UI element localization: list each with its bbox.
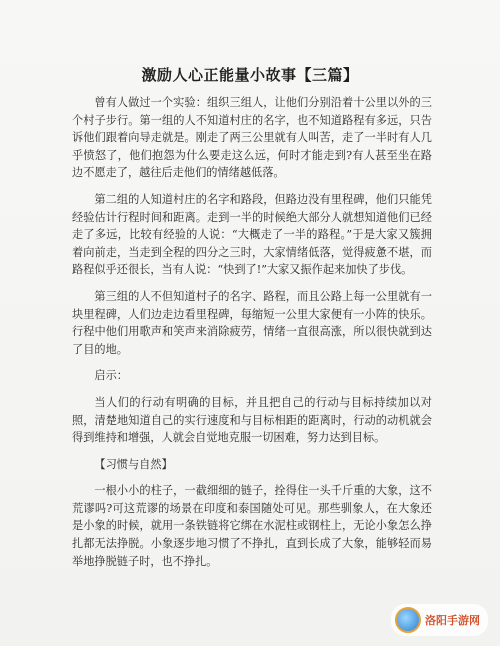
site-watermark bbox=[391, 604, 488, 636]
article-body bbox=[72, 94, 432, 579]
habit-paragraph: 一根小小的柱子，一截细细的链子，拴得住一头千斤重的大象，这不荒谬吗?可这荒谬的场景在印度和泰国随处可见。那些驯象人，在大象还是小象的时候，就用一条铁链将它绑在水泥柱或钢柱上，无论小象怎么挣扎都无法挣脱。小象逐步地习惯了不挣扎，直到长成了大象，能够轻而易举地挣脱链子时，也不挣扎。 bbox=[72, 484, 432, 568]
story-paragraph-2: 第二组的人知道村庄的名字和路段，但路边没有里程碑，他们只能凭经验估计行程时间和距离。走到一半的时候绝大部分人就想知道他们已经走了多远，比较有经验的人说：“大概走了一半的路程。”于是大家又簇拥着向前走，当走到全程的四分之三时，大家情绪低落，觉得疲惫不堪，而路程似乎还很长，当有人说：“快到了!”大家又振作起来加快了步伐。 bbox=[72, 192, 432, 277]
globe-logo-icon bbox=[395, 607, 421, 633]
story-paragraph-1: 曾有人做过一个实验：组织三组人，让他们分别沿着十公里以外的三个村子步行。第一组的人不知道村庄的名字，也不知道路程有多远，只告诉他们跟着向导走就是。刚走了两三公里就有人叫苦，走了一半时有人几乎愤怒了，他们抱怨为什么要走这么远，何时才能走到?有人甚至坐在路边不愿走了，越往后走他们的情绪越低落。 bbox=[72, 96, 432, 180]
story-paragraph-3: 第三组的人不但知道村子的名字、路程，而且公路上每一公里就有一块里程碑，人们边走边看里程碑，每缩短一公里大家便有一小阵的快乐。行程中他们用歌声和笑声来消除疲劳，情绪一直很高涨，所以很快就到达了目的地。 bbox=[72, 289, 432, 356]
section-heading-habit: 【习惯与自然】 bbox=[94, 457, 173, 471]
watermark-text: 洛阳手游网 bbox=[425, 614, 480, 627]
insight-paragraph: 当人们的行动有明确的目标，并且把自己的行动与目标持续加以对照，清楚地知道自己的实行速度和与目标相距的距离时，行动的动机就会得到维持和增强，人就会自觉地克服一切困难，努力达到目标。 bbox=[72, 395, 432, 445]
page-title: 激励人心正能量小故事【三篇】 bbox=[141, 66, 359, 84]
section-heading-insight: 启示： bbox=[94, 369, 128, 383]
